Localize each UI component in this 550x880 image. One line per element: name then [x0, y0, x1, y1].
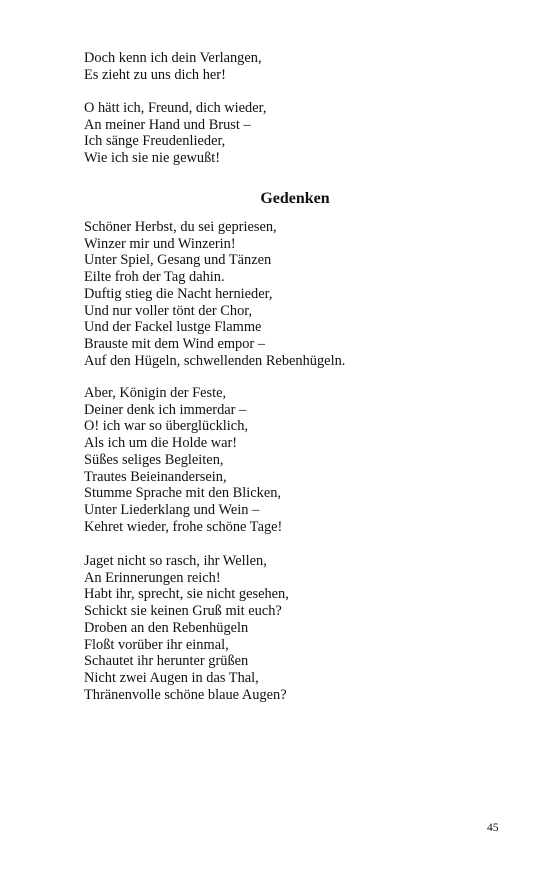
poem-stanza-1 — [84, 219, 345, 369]
previous-poem-stanza-1 — [84, 50, 262, 83]
poem-title: Gedenken — [260, 190, 330, 207]
verse-line: Floßt vorüber ihr einmal, — [84, 636, 229, 653]
verse-line: An Erinnerungen reich! — [84, 569, 221, 586]
verse-line: Stumme Sprache mit den Blicken, — [84, 485, 282, 502]
verse-line: Und der Fackel lustge Flamme — [84, 319, 262, 336]
verse-line: O! ich war so überglücklich, — [84, 418, 248, 435]
verse-line: Wie ich sie nie gewußt! — [84, 150, 221, 167]
verse-line: Aber, Königin der Feste, — [84, 385, 227, 401]
verse-line: Duftig stieg die Nacht hernieder, — [84, 285, 273, 302]
verse-line: Es zieht zu uns dich her! — [84, 66, 226, 83]
verse-line: Auf den Hügeln, schwellenden Rebenhügeln. — [84, 352, 346, 369]
verse-line: Schöner Herbst, du sei gepriesen, — [84, 219, 277, 235]
page-number: 45 — [487, 822, 499, 834]
verse-line: Habt ihr, sprecht, sie nicht gesehen, — [84, 586, 289, 603]
verse-line: Deiner denk ich immerdar – — [84, 401, 247, 418]
verse-line: Eilte froh der Tag dahin. — [84, 269, 225, 286]
verse-line: Thränenvolle schöne blaue Augen? — [84, 686, 287, 703]
verse-line: Winzer mir und Winzerin! — [84, 235, 236, 252]
verse-line: Trautes Beieinandersein, — [84, 468, 227, 485]
verse-line: Und nur voller tönt der Chor, — [84, 302, 253, 319]
verse-line: Süßes seliges Begleiten, — [84, 451, 224, 468]
poem-stanza-3 — [84, 553, 289, 703]
verse-line: Unter Liederklang und Wein – — [84, 501, 260, 518]
verse-line: Nicht zwei Augen in das Thal, — [84, 669, 259, 686]
verse-line: O hätt ich, Freund, dich wieder, — [84, 100, 267, 116]
verse-line: Unter Spiel, Gesang und Tänzen — [84, 252, 272, 269]
verse-line: Kehret wieder, frohe schöne Tage! — [84, 518, 283, 535]
verse-line: Droben an den Rebenhügeln — [84, 619, 249, 636]
previous-poem-stanza-2 — [84, 100, 266, 167]
verse-line: Ich sänge Freudenlieder, — [84, 133, 226, 150]
verse-line: Schickt sie keinen Gruß mit euch? — [84, 603, 282, 620]
verse-line: Jaget nicht so rasch, ihr Wellen, — [84, 553, 267, 569]
verse-line: An meiner Hand und Brust – — [84, 116, 251, 133]
verse-line: Doch kenn ich dein Verlangen, — [84, 50, 262, 66]
verse-line: Schautet ihr herunter grüßen — [84, 653, 249, 670]
verse-line: Als ich um die Holde war! — [84, 435, 238, 452]
verse-line: Brauste mit dem Wind empor – — [84, 335, 266, 352]
poem-stanza-2 — [84, 385, 282, 535]
